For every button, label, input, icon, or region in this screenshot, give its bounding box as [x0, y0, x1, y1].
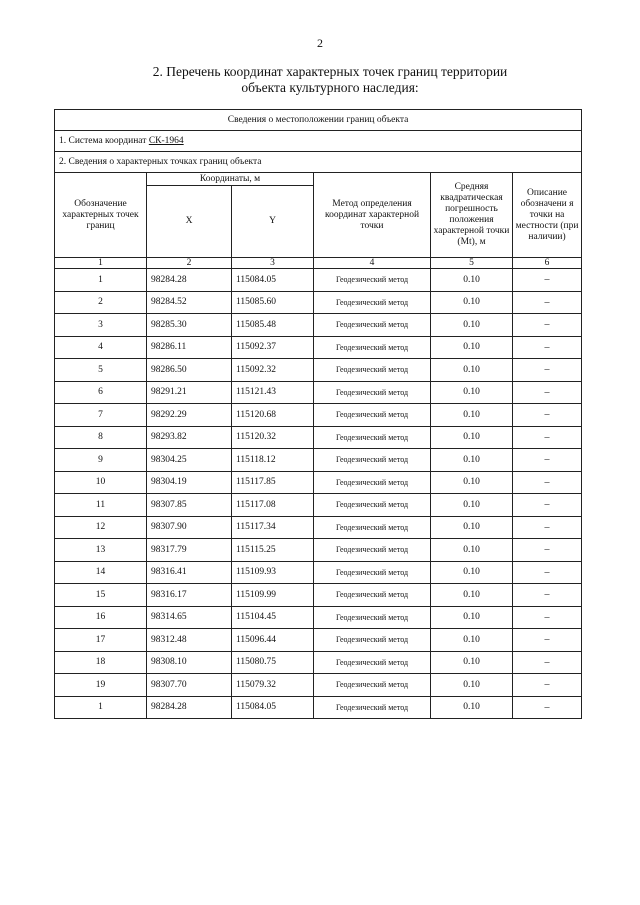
cell-description: –	[513, 606, 582, 629]
cell-accuracy: 0.10	[431, 336, 513, 359]
cell-x: 98285.30	[147, 314, 232, 337]
cell-accuracy: 0.10	[431, 359, 513, 382]
column-number: 1	[55, 258, 147, 269]
cell-method: Геодезический метод	[314, 314, 431, 337]
cell-x: 98286.50	[147, 359, 232, 382]
cell-y: 115120.68	[232, 404, 314, 427]
cell-x: 98291.21	[147, 381, 232, 404]
cell-x: 98308.10	[147, 651, 232, 674]
cell-point: 19	[55, 674, 147, 697]
cell-y: 115117.85	[232, 471, 314, 494]
section-title: Сведения о местоположении границ объекта	[55, 110, 582, 131]
cell-y: 115120.32	[232, 426, 314, 449]
cell-accuracy: 0.10	[431, 381, 513, 404]
cell-description: –	[513, 336, 582, 359]
coordinate-system-name: СК-1964	[148, 136, 184, 146]
cell-method: Геодезический метод	[314, 561, 431, 584]
cell-y: 115118.12	[232, 449, 314, 472]
cell-point: 5	[55, 359, 147, 382]
cell-point: 3	[55, 314, 147, 337]
cell-x: 98304.19	[147, 471, 232, 494]
header-y: Y	[232, 186, 314, 258]
table-row	[55, 291, 582, 314]
page-number: 2	[317, 36, 323, 50]
cell-y: 115084.05	[232, 696, 314, 719]
cell-accuracy: 0.10	[431, 539, 513, 562]
cell-method: Геодезический метод	[314, 449, 431, 472]
table-row	[55, 269, 582, 292]
column-number: 6	[513, 258, 582, 269]
table-row	[55, 516, 582, 539]
cell-y: 115117.34	[232, 516, 314, 539]
cell-accuracy: 0.10	[431, 471, 513, 494]
cell-accuracy: 0.10	[431, 291, 513, 314]
table-row	[55, 426, 582, 449]
cell-method: Геодезический метод	[314, 359, 431, 382]
column-number: 3	[232, 258, 314, 269]
cell-method: Геодезический метод	[314, 471, 431, 494]
coordinate-system-row	[55, 131, 582, 152]
cell-x: 98316.17	[147, 584, 232, 607]
document-title-line-1: 2. Перечень координат характерных точек границ территории	[152, 64, 508, 79]
column-number: 5	[431, 258, 513, 269]
cell-point: 17	[55, 629, 147, 652]
cell-accuracy: 0.10	[431, 449, 513, 472]
cell-y: 115092.37	[232, 336, 314, 359]
cell-y: 115092.32	[232, 359, 314, 382]
cell-x: 98316.41	[147, 561, 232, 584]
cell-description: –	[513, 381, 582, 404]
table-row	[55, 314, 582, 337]
table-row	[55, 696, 582, 719]
cell-accuracy: 0.10	[431, 696, 513, 719]
table-row	[55, 381, 582, 404]
cell-point: 13	[55, 539, 147, 562]
cell-description: –	[513, 539, 582, 562]
cell-x: 98284.28	[147, 696, 232, 719]
cell-x: 98286.11	[147, 336, 232, 359]
cell-method: Геодезический метод	[314, 606, 431, 629]
cell-y: 115085.48	[232, 314, 314, 337]
cell-point: 8	[55, 426, 147, 449]
header-description: Описание обозначени я точки на местности (при наличии)	[513, 173, 582, 258]
cell-x: 98317.79	[147, 539, 232, 562]
coordinates-table	[54, 109, 582, 719]
cell-y: 115104.45	[232, 606, 314, 629]
table-row	[55, 674, 582, 697]
cell-y: 115115.25	[232, 539, 314, 562]
table-row	[55, 539, 582, 562]
cell-x: 98307.70	[147, 674, 232, 697]
cell-description: –	[513, 629, 582, 652]
cell-description: –	[513, 314, 582, 337]
cell-point: 1	[55, 269, 147, 292]
cell-description: –	[513, 674, 582, 697]
cell-accuracy: 0.10	[431, 584, 513, 607]
cell-description: –	[513, 404, 582, 427]
table-row	[55, 449, 582, 472]
cell-y: 115096.44	[232, 629, 314, 652]
cell-accuracy: 0.10	[431, 404, 513, 427]
header-method: Метод определения координат характерной точки	[314, 173, 431, 258]
cell-accuracy: 0.10	[431, 516, 513, 539]
cell-point: 6	[55, 381, 147, 404]
header-coordinates: Координаты, м	[147, 173, 314, 186]
cell-description: –	[513, 269, 582, 292]
cell-method: Геодезический метод	[314, 629, 431, 652]
cell-point: 14	[55, 561, 147, 584]
cell-x: 98312.48	[147, 629, 232, 652]
header-point-designation: Обозначение характерных точек границ	[55, 173, 147, 258]
table-row	[55, 494, 582, 517]
cell-accuracy: 0.10	[431, 314, 513, 337]
cell-x: 98307.85	[147, 494, 232, 517]
cell-point: 2	[55, 291, 147, 314]
cell-y: 115121.43	[232, 381, 314, 404]
cell-method: Геодезический метод	[314, 516, 431, 539]
column-numbers-row	[55, 258, 582, 269]
points-section-row	[55, 152, 582, 173]
table-row	[55, 629, 582, 652]
cell-accuracy: 0.10	[431, 269, 513, 292]
cell-description: –	[513, 291, 582, 314]
cell-method: Геодезический метод	[314, 426, 431, 449]
cell-method: Геодезический метод	[314, 336, 431, 359]
table-row	[55, 651, 582, 674]
cell-description: –	[513, 449, 582, 472]
header-row-top	[55, 173, 582, 186]
cell-x: 98293.82	[147, 426, 232, 449]
cell-description: –	[513, 359, 582, 382]
cell-y: 115084.05	[232, 269, 314, 292]
cell-y: 115079.32	[232, 674, 314, 697]
cell-accuracy: 0.10	[431, 629, 513, 652]
cell-description: –	[513, 651, 582, 674]
cell-point: 12	[55, 516, 147, 539]
cell-x: 98292.29	[147, 404, 232, 427]
cell-x: 98284.28	[147, 269, 232, 292]
table-row	[55, 471, 582, 494]
cell-accuracy: 0.10	[431, 674, 513, 697]
cell-x: 98314.65	[147, 606, 232, 629]
cell-accuracy: 0.10	[431, 426, 513, 449]
table-row	[55, 606, 582, 629]
cell-method: Геодезический метод	[314, 674, 431, 697]
cell-y: 115109.99	[232, 584, 314, 607]
cell-x: 98284.52	[147, 291, 232, 314]
column-number: 2	[147, 258, 232, 269]
cell-description: –	[513, 584, 582, 607]
cell-y: 115117.08	[232, 494, 314, 517]
cell-point: 10	[55, 471, 147, 494]
cell-point: 1	[55, 696, 147, 719]
table-row	[55, 336, 582, 359]
cell-description: –	[513, 516, 582, 539]
cell-method: Геодезический метод	[314, 696, 431, 719]
cell-description: –	[513, 696, 582, 719]
coordinate-system-label: 1. Система координат	[59, 136, 149, 146]
cell-point: 9	[55, 449, 147, 472]
cell-y: 115080.75	[232, 651, 314, 674]
cell-method: Геодезический метод	[314, 404, 431, 427]
points-section-title: 2. Сведения о характерных точках границ объекта	[55, 152, 582, 173]
cell-y: 115109.93	[232, 561, 314, 584]
coordinate-system	[55, 131, 582, 152]
cell-method: Геодезический метод	[314, 269, 431, 292]
cell-accuracy: 0.10	[431, 651, 513, 674]
cell-description: –	[513, 494, 582, 517]
cell-method: Геодезический метод	[314, 539, 431, 562]
header-accuracy: Средняя квадратическая погрешность положения характерной точки (Mt), м	[431, 173, 513, 258]
section-title-row	[55, 110, 582, 131]
column-number: 4	[314, 258, 431, 269]
cell-method: Геодезический метод	[314, 584, 431, 607]
cell-point: 11	[55, 494, 147, 517]
cell-x: 98304.25	[147, 449, 232, 472]
document-title	[120, 64, 540, 96]
table-row	[55, 359, 582, 382]
cell-method: Геодезический метод	[314, 381, 431, 404]
cell-description: –	[513, 561, 582, 584]
cell-method: Геодезический метод	[314, 651, 431, 674]
cell-y: 115085.60	[232, 291, 314, 314]
cell-description: –	[513, 471, 582, 494]
cell-accuracy: 0.10	[431, 561, 513, 584]
cell-point: 16	[55, 606, 147, 629]
cell-point: 18	[55, 651, 147, 674]
cell-point: 7	[55, 404, 147, 427]
cell-accuracy: 0.10	[431, 606, 513, 629]
cell-point: 15	[55, 584, 147, 607]
document-title-line-2: объекта культурного наследия:	[241, 80, 419, 95]
cell-x: 98307.90	[147, 516, 232, 539]
table-row	[55, 404, 582, 427]
cell-method: Геодезический метод	[314, 291, 431, 314]
cell-accuracy: 0.10	[431, 494, 513, 517]
header-x: X	[147, 186, 232, 258]
cell-point: 4	[55, 336, 147, 359]
table-row	[55, 561, 582, 584]
cell-description: –	[513, 426, 582, 449]
cell-method: Геодезический метод	[314, 494, 431, 517]
table-row	[55, 584, 582, 607]
